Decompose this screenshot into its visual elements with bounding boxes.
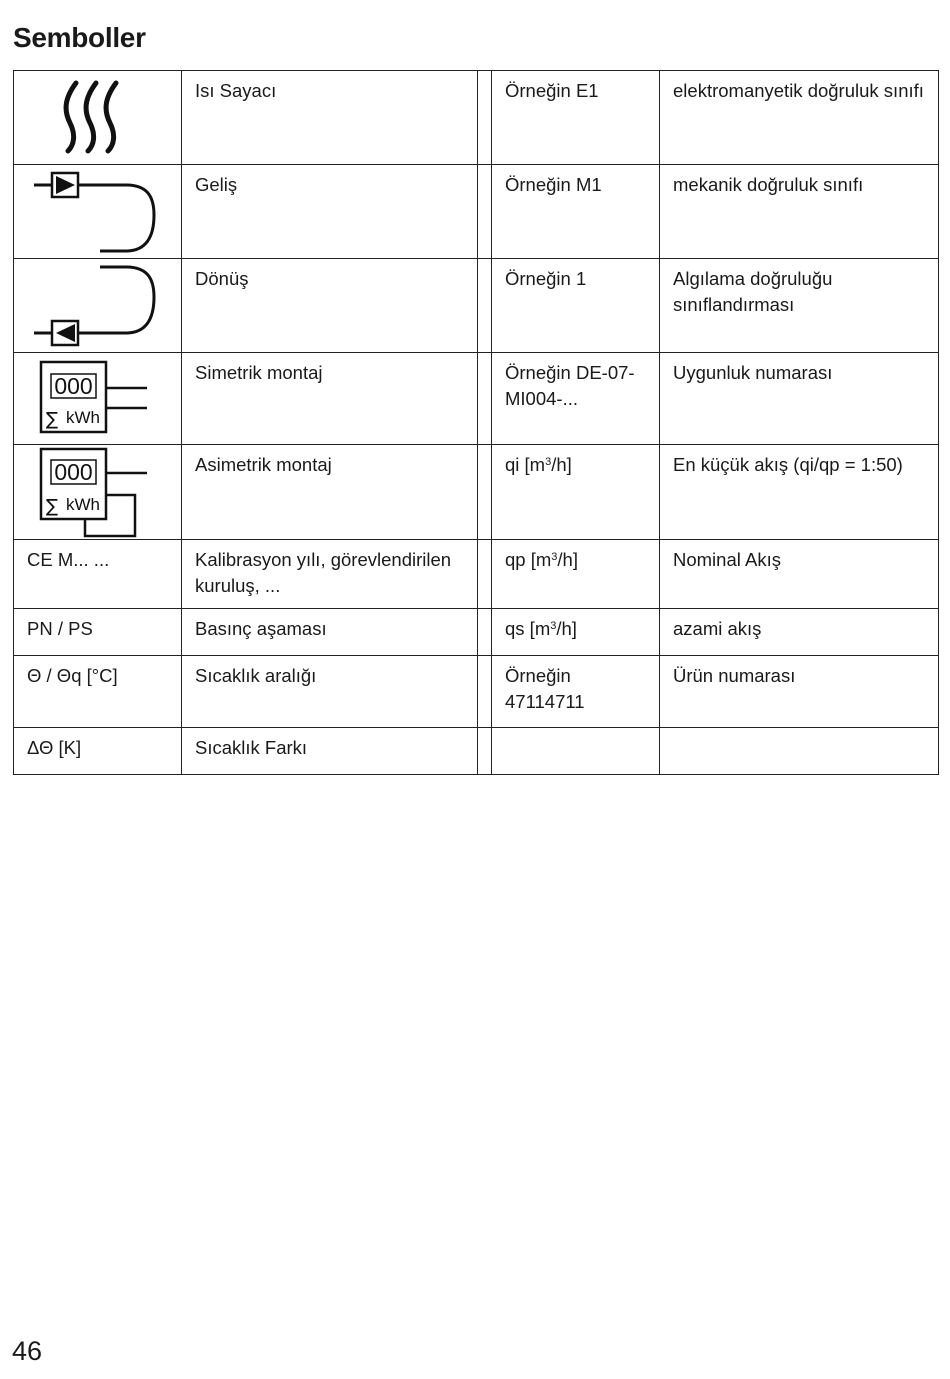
desc-cell: En küçük akış (qi/qp = 1:50): [660, 445, 939, 540]
column-divider: [478, 71, 492, 165]
heat-meter-icon: [14, 71, 182, 165]
table-row: [14, 165, 939, 259]
desc-cell: Geliş: [182, 165, 478, 259]
icon-cell: [14, 445, 182, 540]
desc-cell: Dönüş: [182, 259, 478, 353]
symbol-cell: CE M... ...: [14, 540, 182, 609]
symbol-cell: Örneğin M1: [492, 165, 660, 259]
sum-symbol: ∑: [46, 409, 59, 430]
unit-label: kWh: [66, 495, 100, 514]
desc-cell: Asimetrik montaj: [182, 445, 478, 540]
symbol-cell: ΔΘ [K]: [14, 728, 182, 775]
desc-cell: Nominal Akış: [660, 540, 939, 609]
icon-cell: [14, 353, 182, 445]
table-row: [14, 71, 939, 165]
symbol-cell: qs $[m^3/h]$: [492, 609, 660, 656]
table-row: [14, 353, 939, 445]
table-row: [14, 259, 939, 353]
desc-cell: Algılama doğruluğu sınıflandırması: [660, 259, 939, 353]
table-row: [14, 540, 939, 609]
column-divider: [478, 656, 492, 728]
meter-digits: 000: [54, 373, 93, 399]
sum-symbol: ∑: [46, 496, 59, 517]
page-number: 46: [12, 1336, 43, 1366]
desc-cell: mekanik doğruluk sınıfı: [660, 165, 939, 259]
desc-cell: Uygunluk numarası: [660, 353, 939, 445]
symbol-cell: Örneğin 47114711: [492, 656, 660, 728]
column-divider: [478, 353, 492, 445]
column-divider: [478, 609, 492, 656]
symbol-cell: qi $[m^3/h]$: [492, 445, 660, 540]
table-row: [14, 609, 939, 656]
symbol-cell: [492, 728, 660, 775]
symbol-cell: Örneğin E1: [492, 71, 660, 165]
icon-cell: [14, 259, 182, 353]
desc-cell: Basınç aşaması: [182, 609, 478, 656]
desc-cell: Sıcaklık aralığı: [182, 656, 478, 728]
column-divider: [478, 540, 492, 609]
desc-cell: Isı Sayacı: [182, 71, 478, 165]
symbols-table: [13, 70, 939, 775]
icon-cell: [14, 71, 182, 165]
page-title: Semboller: [13, 22, 146, 53]
desc-cell: Ürün numarası: [660, 656, 939, 728]
column-divider: [478, 445, 492, 540]
symmetric-mount-icon: [14, 353, 182, 445]
table-row: [14, 728, 939, 775]
desc-cell: Simetrik montaj: [182, 353, 478, 445]
symbol-cell: qp $[m^3/h]$: [492, 540, 660, 609]
desc-cell: elektromanyetik doğruluk sınıfı: [660, 71, 939, 165]
table-row: [14, 445, 939, 540]
meter-digits: 000: [54, 459, 93, 485]
symbol-cell: PN / PS: [14, 609, 182, 656]
desc-cell: Sıcaklık Farkı: [182, 728, 478, 775]
symbol-cell: Θ / Θq [°C]: [14, 656, 182, 728]
unit-label: kWh: [66, 408, 100, 427]
desc-cell: azami akış: [660, 609, 939, 656]
desc-cell: Kalibrasyon yılı, görevlendirilen kuruluş, ...: [182, 540, 478, 609]
column-divider: [478, 165, 492, 259]
asymmetric-mount-icon: [14, 445, 182, 540]
symbol-cell: Örneğin 1: [492, 259, 660, 353]
column-divider: [478, 728, 492, 775]
table-row: [14, 656, 939, 728]
desc-cell: [660, 728, 939, 775]
icon-cell: [14, 165, 182, 259]
symbol-cell: Örneğin DE-07-MI004-...: [492, 353, 660, 445]
flow-arrow-icon: [14, 165, 182, 259]
column-divider: [478, 259, 492, 353]
return-arrow-icon: [14, 259, 182, 353]
